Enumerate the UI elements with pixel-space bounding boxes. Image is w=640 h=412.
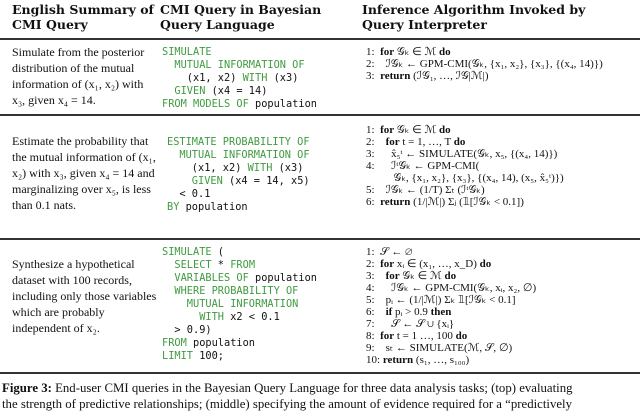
algorithm-2 xyxy=(366,124,564,208)
algorithm-line: 1: for 𝒢ₖ ∈ ℳ do xyxy=(366,124,451,136)
code-line xyxy=(162,246,317,259)
code-keyword: ESTIMATE PROBABILITY OF xyxy=(167,136,310,148)
algorithm-line: 6: if pᵢ > 0.9 then xyxy=(366,306,452,318)
code-keyword: WHERE PROBABILITY OF xyxy=(162,285,299,297)
code-line xyxy=(162,72,317,85)
code-line xyxy=(162,259,317,272)
summary-2: Estimate the probability that the mutual information of (x₁, x₂) with x₃, given x₄ = 14 and marginalizing over x₅, is less than 0.1 nats. xyxy=(12,134,156,212)
code-line xyxy=(167,188,310,201)
code-text: > 0.9) xyxy=(162,324,212,336)
header-summary: English Summary of CMI Query xyxy=(12,2,154,32)
code-keyword: SELECT xyxy=(162,259,212,271)
algorithm-line: 6: return (1/|ℳ|) Σⱼ (𝟙[ℐ𝒢ₖ < 0.1]) xyxy=(366,196,524,208)
code-line xyxy=(162,272,317,285)
code-keyword: WITH xyxy=(242,72,268,84)
algorithm-line: 3: return (ℐ𝒢₁, …, ℐ𝒢|ℳ|) xyxy=(366,70,489,82)
code-text: (x1, x2) xyxy=(162,72,243,84)
header-query: CMI Query in Bayesian Query Language xyxy=(160,2,322,32)
summary-3: Synthesize a hypothetical dataset with 100 records, including only those variables which are probably independent of x₂. xyxy=(12,257,157,335)
algorithm-line: 7: 𝒮 ← 𝒮 ∪ {xᵢ} xyxy=(366,318,455,330)
rule-2 xyxy=(0,238,640,240)
algorithm-line: 1: for 𝒢ₖ ∈ ℳ do xyxy=(366,46,451,58)
algorithm-line: 9: sₜ ← SIMULATE(ℳ, 𝒮, ∅) xyxy=(366,342,513,354)
code-line xyxy=(162,298,317,311)
figure-caption xyxy=(2,380,640,412)
code-keyword: FROM MODELS OF xyxy=(162,98,249,110)
algorithm-line: 3: for 𝒢ₖ ∈ ℳ do xyxy=(366,270,457,282)
algorithm-line: 10: return (s₁, …, s₁₀₀) xyxy=(366,354,470,366)
code-line xyxy=(167,175,310,188)
rule-1 xyxy=(0,114,640,116)
code-keyword: FROM xyxy=(162,337,187,349)
code-keyword: GIVEN xyxy=(167,175,223,187)
code-keyword: MUTUAL INFORMATION OF xyxy=(162,59,305,71)
code-keyword: WITH xyxy=(247,162,273,174)
code-keyword: BY xyxy=(167,201,180,213)
code-line xyxy=(162,285,317,298)
algorithm-line: 𝒢ₖ, {x₁, x₂}, {x₃}, {(x₄, 14), (x₅, x̂₅ᵗ)}) xyxy=(393,172,564,184)
code-keyword: WITH xyxy=(162,311,224,323)
code-text: population xyxy=(179,201,248,213)
code-line xyxy=(167,201,310,214)
code-line xyxy=(162,311,317,324)
algorithm-line: 2: ℐ𝒢ₖ ← GPM-CMI(𝒢ₖ, {x₁, x₂}, {x₃}, {(x₄, 14)}) xyxy=(366,58,603,70)
code-line xyxy=(162,98,317,111)
code-text: ( xyxy=(211,246,225,258)
code-text: x2 < 0.1 xyxy=(224,311,280,323)
caption-label: Figure 3: xyxy=(2,381,52,395)
algorithm-line: 5: ℐ𝒢ₖ ← (1/T) Σₜ (ℐᵗ𝒢ₖ) xyxy=(366,184,485,196)
code-text: (x4 = 14) xyxy=(205,85,268,97)
algorithm-line: 8: for t = 1 …, 100 do xyxy=(366,330,468,342)
code-keyword: VARIABLES OF xyxy=(162,272,249,284)
caption-line2: the strength of predictive relationships; (middle) specifying the amount of evidence required for a “predictively xyxy=(2,397,572,411)
rule-3 xyxy=(0,372,640,374)
algorithm-line: 4: ℐ𝒢ₖ ← GPM-CMI(𝒢ₖ, xᵢ, x₂, ∅) xyxy=(366,282,537,294)
code-text: 100; xyxy=(193,350,224,362)
header-algorithm: Inference Algorithm Invoked by Query Interpreter xyxy=(362,2,586,32)
code-2 xyxy=(167,136,310,214)
code-line xyxy=(167,136,310,149)
code-text: population xyxy=(248,272,317,284)
code-line xyxy=(167,162,310,175)
code-line xyxy=(162,46,317,59)
rule-header xyxy=(0,38,640,40)
algorithm-line: 3: x̂₅ᵗ ← SIMULATE(𝒢ₖ, x₅, {(x₄, 14)}) xyxy=(366,148,558,160)
code-keyword: GIVEN xyxy=(162,85,206,97)
algorithm-line: 5: pᵢ ← (1/|ℳ|) Σₖ 𝟙[ℐ𝒢ₖ < 0.1] xyxy=(366,294,516,306)
code-1 xyxy=(162,46,317,111)
code-text: < 0.1 xyxy=(167,188,211,200)
code-line xyxy=(162,337,317,350)
code-line xyxy=(162,350,317,363)
algorithm-1 xyxy=(366,46,603,82)
code-keyword: SIMULATE xyxy=(162,46,212,58)
code-text: * xyxy=(211,259,231,271)
code-keyword: FROM xyxy=(230,259,256,271)
summary-1: Simulate from the posterior distribution of the mutual information of (x₁, x₂) with x₃, given x₄ = 14. xyxy=(12,45,145,107)
code-line xyxy=(162,59,317,72)
code-3 xyxy=(162,246,317,363)
code-text: population xyxy=(186,337,256,349)
code-text: population xyxy=(248,98,317,110)
algorithm-3 xyxy=(366,246,536,366)
algorithm-line: 2: for t = 1, …, T do xyxy=(366,136,466,148)
code-text: (x4 = 14, x5) xyxy=(222,175,310,187)
code-text: (x1, x2) xyxy=(167,162,248,174)
code-keyword: LIMIT xyxy=(162,350,193,362)
code-text: (x3) xyxy=(267,72,299,84)
code-keyword: MUTUAL INFORMATION xyxy=(162,298,299,310)
caption-line1: End-user CMI queries in the Bayesian Query Language for three data analysis tasks; (top) evaluating xyxy=(51,381,573,395)
code-text: (x3) xyxy=(272,162,304,174)
code-keyword: MUTUAL INFORMATION OF xyxy=(167,149,310,161)
code-line xyxy=(167,149,310,162)
algorithm-line: 2: for xᵢ ∈ (x₁, …, x_D) do xyxy=(366,258,492,270)
algorithm-line: 1: 𝒮 ← ∅ xyxy=(366,246,413,258)
algorithm-line: 4: ℐᵗ𝒢ₖ ← GPM-CMI( xyxy=(366,160,480,172)
code-line xyxy=(162,324,317,337)
code-line xyxy=(162,85,317,98)
code-keyword: SIMULATE xyxy=(162,246,212,258)
